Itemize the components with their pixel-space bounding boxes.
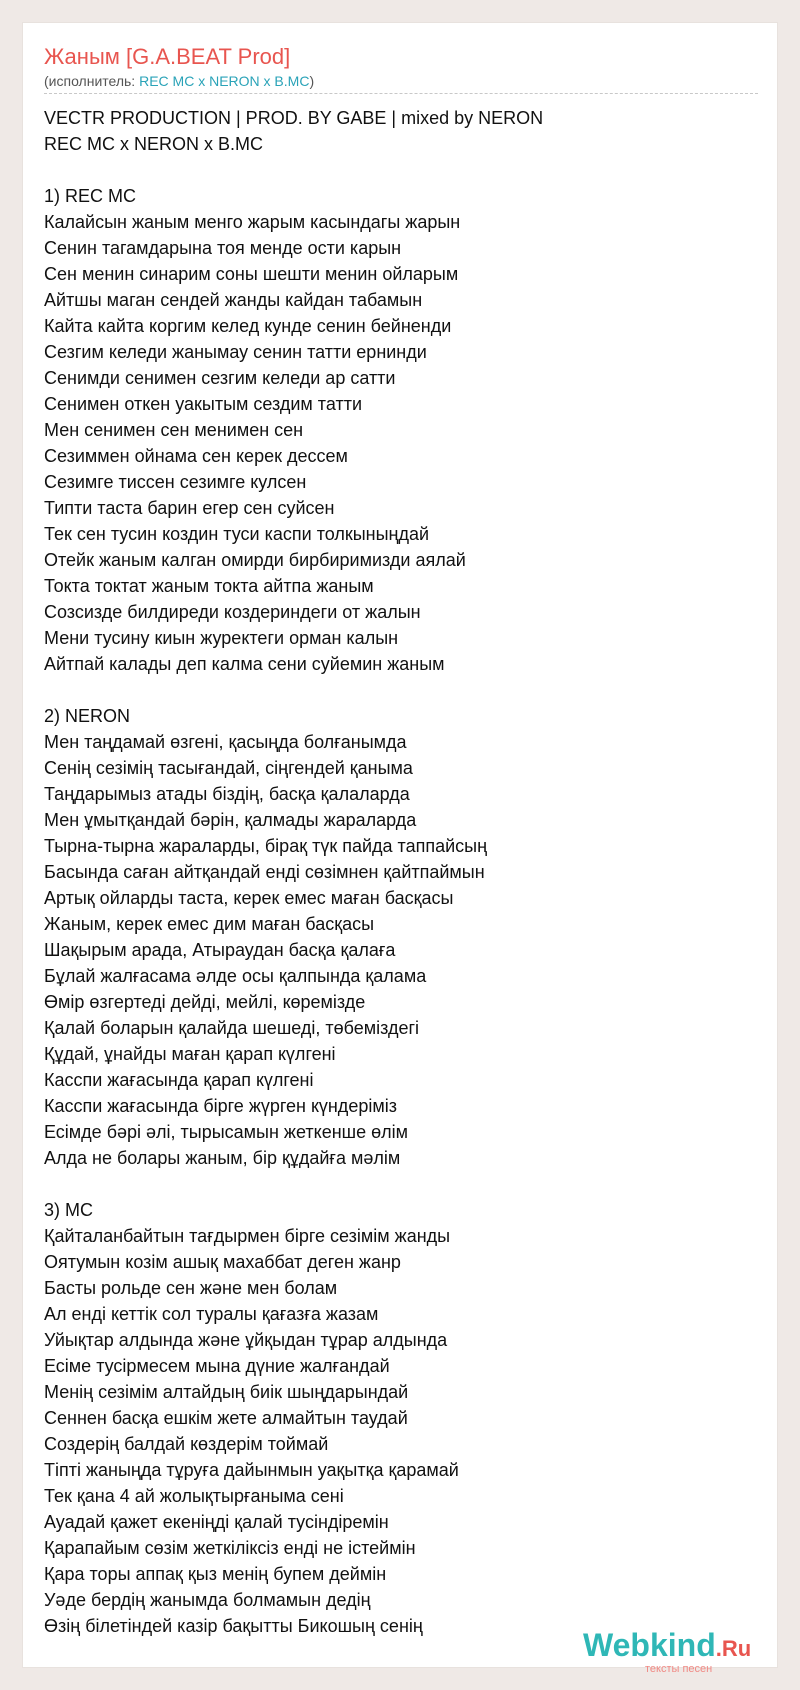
lyrics-text xyxy=(44,105,764,1639)
lyric-line xyxy=(44,157,764,183)
lyric-line: Жаным, керек емес дим маған басқасы xyxy=(44,914,375,934)
lyric-line: Сен менин синарим соны шешти менин ойларым xyxy=(44,264,459,284)
lyric-line: Сенин тагамдарына тоя менде ости карын xyxy=(44,238,402,258)
lyric-line: Менің сезімім алтайдың биік шыңдарындай xyxy=(44,1382,409,1402)
lyric-line: Мен таңдамай өзгені, қасыңда болғанымда xyxy=(44,732,407,752)
lyric-line: Алда не болары жаным, бір құдайға мәлім xyxy=(44,1148,401,1168)
lyric-line: Таңдарымыз атады біздің, басқа қалаларда xyxy=(44,784,410,804)
lyric-line: Ал енді кеттік сол туралы қағазға жазам xyxy=(44,1304,379,1324)
lyric-line: Уәде бердің жанымда болмамын дедің xyxy=(44,1590,371,1610)
lyric-line: 2) NERON xyxy=(44,706,131,726)
performer-prefix: (исполнитель: xyxy=(44,73,140,89)
lyric-line: Оятумын козім ашық махаббат деген жанр xyxy=(44,1252,401,1272)
lyric-line: Сезимге тиссен сезимге кулсен xyxy=(44,472,307,492)
lyric-line: Құдай, ұнайды маған қарап күлгені xyxy=(44,1044,336,1064)
song-title: Жаным [G.A.BEAT Prod] xyxy=(44,44,291,69)
performer-line xyxy=(44,73,314,89)
lyric-line: Тырна-тырна жараларды, бірақ түк пайда таппайсың xyxy=(44,836,488,856)
lyric-line: Кайта кайта коргим келед кунде сенин бейненди xyxy=(44,316,452,336)
lyric-line: Өмір өзгертеді дейді, мейлі, көремізде xyxy=(44,992,366,1012)
lyric-line: Тек қана 4 ай жолықтырғаныма сені xyxy=(44,1486,344,1506)
lyric-line: Сеннен басқа ешкім жете алмайтын таудай xyxy=(44,1408,408,1428)
lyric-line: 1) REC MC xyxy=(44,186,137,206)
lyric-line: Мени тусину киын журектеги орман калын xyxy=(44,628,399,648)
lyric-line: Сенимен откен уакытым сездим татти xyxy=(44,394,363,414)
webkind-logo[interactable] xyxy=(583,1627,752,1675)
lyric-line: Өзің білетіндей казір бақытты Бикошың сенің xyxy=(44,1616,423,1636)
lyric-line: Тек сен тусин коздин туси каспи толкыныңдай xyxy=(44,524,430,544)
lyric-line: Калайсын жаным менго жарым касындагы жарын xyxy=(44,212,461,232)
lyric-line: Касспи жағасында бірге жүрген күндеріміз xyxy=(44,1096,397,1116)
lyric-line: Тіпті жаныңда тұруға дайынмын уақытқа қарамай xyxy=(44,1460,459,1480)
lyric-line: Создерің балдай көздерім тоймай xyxy=(44,1434,329,1454)
logo-tld: .Ru xyxy=(715,1636,752,1661)
lyric-line: Типти таста барин егер сен суйсен xyxy=(44,498,335,518)
lyric-line: Мен ұмытқандай бәрін, қалмады жараларда xyxy=(44,810,417,830)
logo-tagline: тексты песен xyxy=(645,1663,713,1675)
performer-suffix: ) xyxy=(309,73,315,89)
lyric-line: Айтшы маган сендей жанды кайдан табамын xyxy=(44,290,423,310)
lyric-line: Отейк жаным калган омирди бирбиримизди аялай xyxy=(44,550,466,570)
logo-main: Webkind xyxy=(583,1627,716,1663)
lyric-line xyxy=(44,1171,764,1197)
lyric-line: Есімде бәрі әлі, тырысамын жеткенше өлім xyxy=(44,1122,408,1142)
lyric-line: Ауадай қажет екеніңді қалай тусіндіремін xyxy=(44,1512,389,1532)
lyrics-card xyxy=(22,22,778,1675)
lyric-line: Қарапайым сөзім жеткіліксіз енді не істеймін xyxy=(44,1538,416,1558)
lyric-line: Есіме тусірмесем мына дүние жалғандай xyxy=(44,1356,390,1376)
lyric-line: Созсизде билдиреди коздериндеги от жалын xyxy=(44,602,421,622)
lyric-line: REC MC x NERON x B.MC xyxy=(44,134,264,154)
lyric-line: Мен сенимен сен менимен сен xyxy=(44,420,304,440)
lyric-line: Қайталанбайтын тағдырмен бірге сезімім жанды xyxy=(44,1226,451,1246)
lyric-line: Сенің сезімің тасығандай, сіңгендей қаныма xyxy=(44,758,413,778)
lyric-line: Касспи жағасында қарап күлгені xyxy=(44,1070,314,1090)
divider xyxy=(44,93,758,94)
lyric-line: Бұлай жалғасама әлде осы қалпында қалама xyxy=(44,966,427,986)
lyric-line: Шақырым арада, Атыраудан басқа қалаға xyxy=(44,940,396,960)
lyric-line: Токта токтат жаным токта айтпа жаным xyxy=(44,576,374,596)
lyric-line: VECTR PRODUCTION | PROD. BY GABE | mixed by NERON xyxy=(44,108,544,128)
lyric-line xyxy=(44,677,764,703)
lyric-line: Қара торы аппақ қыз менің бупем деймін xyxy=(44,1564,387,1584)
lyric-line: Айтпай калады деп калма сени суйемин жаным xyxy=(44,654,445,674)
lyric-line: Қалай боларын қалайда шешеді, төбеміздегі xyxy=(44,1018,420,1038)
lyric-line: Артық ойларды таста, керек емес маған басқасы xyxy=(44,888,454,908)
lyric-line: 3) MC xyxy=(44,1200,93,1220)
lyric-line: Сенимди сенимен сезгим келеди ар сатти xyxy=(44,368,396,388)
lyric-line: Басында саған айтқандай енді сөзімнен қайтпаймын xyxy=(44,862,485,882)
lyric-line: Уйықтар алдында және ұйқыдан тұрар алдында xyxy=(44,1330,448,1350)
lyric-line: Басты рольде сен және мен болам xyxy=(44,1278,338,1298)
lyric-line: Сезиммен ойнама сен керек дессем xyxy=(44,446,348,466)
performer-link[interactable]: REC MC x NERON x B.MC xyxy=(139,73,310,89)
lyric-line: Сезгим келеди жанымау сенин татти ернинди xyxy=(44,342,427,362)
